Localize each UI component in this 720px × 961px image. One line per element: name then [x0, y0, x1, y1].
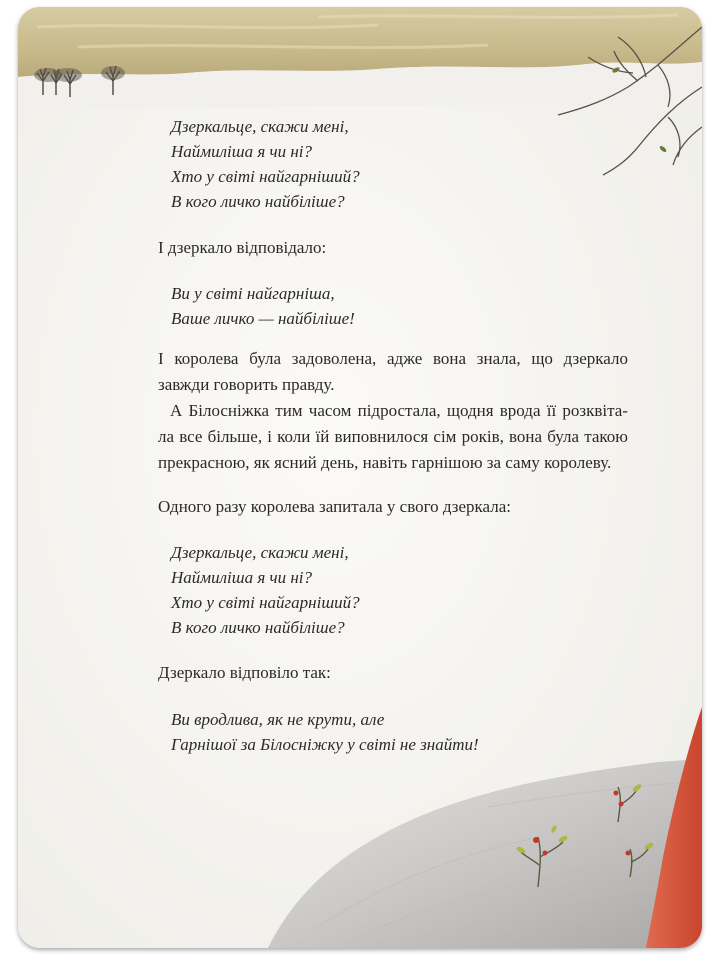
word: адже — [387, 349, 423, 368]
verse-line: Ваше личко — найбіліше! — [171, 309, 355, 328]
verse-line: Ви у світі найгарніша, — [171, 284, 335, 303]
word: І — [158, 349, 164, 368]
word: знала, — [476, 349, 521, 368]
verse-line: Наймиліша я чи ні? — [171, 568, 313, 587]
word: коли — [277, 427, 311, 446]
verse-mirror-answer-2 — [171, 707, 479, 757]
word: розквіта- — [562, 401, 628, 420]
word: часом — [308, 401, 352, 420]
word: тим — [275, 401, 303, 420]
word: сім — [433, 427, 457, 446]
verse-mirror-question-2 — [171, 540, 360, 640]
paragraph-snow-white-grows — [158, 398, 628, 476]
paragraph-line: прекрасною, як ясний день, навіть гарнішою за саму королеву. — [158, 453, 612, 472]
word: що — [531, 349, 553, 368]
verse-line: Дзеркальце, скажи мені, — [171, 543, 349, 562]
word: королева — [174, 349, 239, 368]
word: була — [249, 349, 281, 368]
paragraph-line — [158, 346, 628, 372]
verse-mirror-answer-1 — [171, 281, 355, 331]
verse-line: Наймиліша я чи ні? — [171, 142, 313, 161]
word: такою — [584, 427, 628, 446]
word: щодня — [446, 401, 494, 420]
word: врода — [499, 401, 541, 420]
word: їй — [315, 427, 330, 446]
paragraph-line: завжди говорить правду. — [158, 375, 335, 394]
narration-mirror-answered: І дзеркало відповідало: — [158, 238, 327, 257]
verse-line: Ви вродлива, як не крути, але — [171, 710, 385, 729]
verse-line: Хто у світі найгарніший? — [171, 593, 360, 612]
word: і — [267, 427, 272, 446]
verse-mirror-question-1 — [171, 114, 360, 214]
word: все — [179, 427, 203, 446]
verse-line: Гарнішої за Білосніжку у світі не знайти! — [171, 735, 479, 754]
verse-line: Хто у світі найгарніший? — [171, 167, 360, 186]
word: вона — [433, 349, 467, 368]
book-page — [18, 7, 702, 948]
paragraph-queen-satisfied — [158, 346, 628, 398]
page-text — [18, 7, 702, 948]
paragraph-line — [158, 398, 628, 424]
word: її — [546, 401, 557, 420]
word: років, — [461, 427, 504, 446]
word: дзеркало — [563, 349, 628, 368]
word: А — [170, 401, 183, 420]
narration-queen-asked: Одного разу королева запитала у свого дзеркала: — [158, 497, 511, 516]
word: ла — [158, 427, 175, 446]
verse-line: Дзеркальце, скажи мені, — [171, 117, 349, 136]
word: задоволена, — [291, 349, 377, 368]
verse-line: В кого личко найбіліше? — [171, 192, 345, 211]
word: вона — [509, 427, 543, 446]
word: була — [547, 427, 580, 446]
verse-line: В кого личко найбіліше? — [171, 618, 345, 637]
word: підростала, — [357, 401, 441, 420]
paragraph-line — [158, 424, 628, 450]
word: Білосніжка — [188, 401, 270, 420]
word: виповнилося — [334, 427, 429, 446]
narration-mirror-replied: Дзеркало відповіло так: — [158, 663, 331, 682]
word: більше, — [207, 427, 263, 446]
